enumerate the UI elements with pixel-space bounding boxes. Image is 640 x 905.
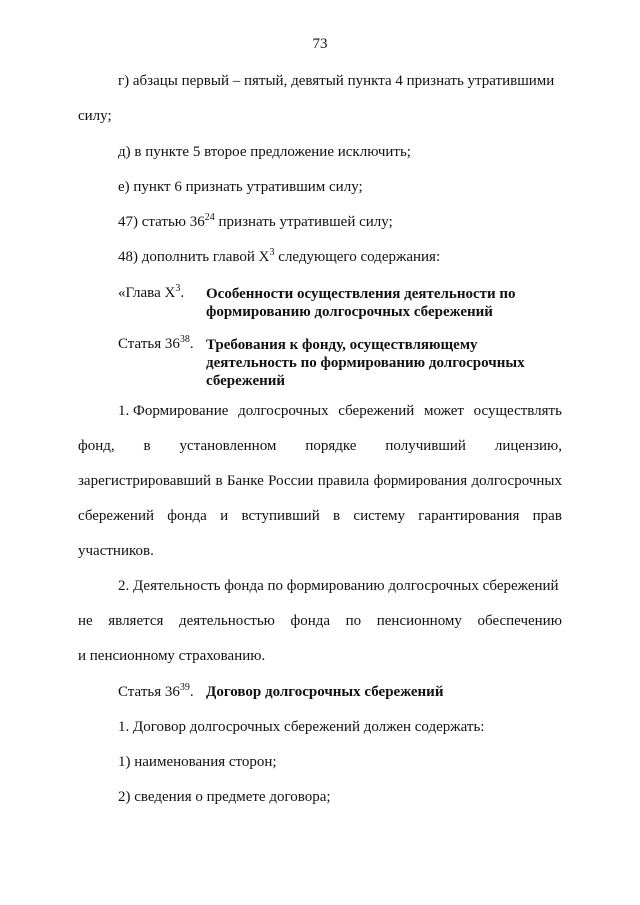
para2-line1: 2. Деятельность фонда по формированию долгосрочных сбережений bbox=[118, 578, 559, 594]
word: порядке bbox=[305, 438, 357, 454]
word: вступивший bbox=[241, 508, 320, 524]
word: правила bbox=[317, 473, 370, 489]
word: по bbox=[345, 613, 362, 629]
word: фонда bbox=[167, 508, 207, 524]
article39-title: Договор долгосрочных сбережений bbox=[206, 684, 444, 700]
article39-heading bbox=[118, 683, 194, 701]
item-e: е) пункт 6 признать утратившим силу; bbox=[118, 179, 363, 195]
chapter-label-a: «Глава X bbox=[118, 285, 176, 301]
para2-line3: и пенсионному страхованию. bbox=[78, 648, 266, 664]
item-d: д) в пункте 5 второе предложение исключить; bbox=[118, 144, 411, 160]
article39-label-a: Статья 36 bbox=[118, 684, 180, 700]
article38-label-sup: 38 bbox=[179, 334, 190, 345]
chapter-label-b: . bbox=[180, 285, 185, 301]
word: сбережений bbox=[338, 403, 415, 419]
article38-label bbox=[118, 336, 194, 353]
article38-label-a: Статья 36 bbox=[118, 336, 180, 352]
word: долгосрочных bbox=[471, 473, 562, 489]
para1-line5: участников. bbox=[78, 543, 154, 559]
word: в bbox=[215, 473, 223, 489]
item-48 bbox=[118, 248, 440, 266]
item-47-sup: 24 bbox=[204, 212, 215, 223]
contract-item2: 2) сведения о предмете договора; bbox=[118, 789, 331, 805]
item-47-text-b: признать утратившей силу; bbox=[214, 214, 393, 230]
word: осуществлять bbox=[473, 403, 562, 419]
word: получивший bbox=[385, 438, 466, 454]
para2-line2 bbox=[78, 612, 562, 630]
word: обеспечению bbox=[477, 613, 562, 629]
article38-title-line2: деятельность по формированию долгосрочных bbox=[206, 355, 525, 371]
word: России bbox=[268, 473, 314, 489]
chapter-label bbox=[118, 285, 184, 302]
word: Банке bbox=[226, 473, 264, 489]
para1-line1 bbox=[118, 402, 562, 420]
item-47-text-a: 47) статью 36 bbox=[118, 214, 205, 230]
word: не bbox=[78, 613, 93, 629]
chapter-title bbox=[206, 285, 546, 321]
para1-line4 bbox=[78, 507, 562, 525]
para1-line2 bbox=[78, 437, 562, 455]
word: в bbox=[333, 508, 341, 524]
word: систему bbox=[353, 508, 405, 524]
word: зарегистрировавший bbox=[78, 473, 212, 489]
word: гарантирования bbox=[418, 508, 520, 524]
page-number: 73 bbox=[312, 36, 328, 52]
article38-title-line1: Требования к фонду, осуществляющему bbox=[206, 337, 478, 353]
contract-intro: 1. Договор долгосрочных сбережений должен содержать: bbox=[118, 719, 485, 735]
word: лицензию, bbox=[494, 438, 562, 454]
word: сбережений bbox=[78, 508, 154, 524]
word: является bbox=[108, 613, 164, 629]
word: деятельностью bbox=[179, 613, 275, 629]
word: и bbox=[220, 508, 229, 524]
article38-title bbox=[206, 336, 546, 390]
word: фонд, bbox=[78, 438, 115, 454]
para1-line3 bbox=[78, 472, 562, 490]
item-48-text-a: 48) дополнить главой X bbox=[118, 249, 270, 265]
word: 1. Формирование bbox=[118, 403, 229, 419]
word: установленном bbox=[179, 438, 277, 454]
item-g-line2: силу; bbox=[78, 108, 112, 124]
item-47 bbox=[118, 213, 393, 231]
word: может bbox=[423, 403, 464, 419]
chapter-title-line2: формированию долгосрочных сбережений bbox=[206, 304, 493, 320]
article39-label-b: . bbox=[189, 684, 194, 700]
word: долгосрочных bbox=[238, 403, 329, 419]
word: прав bbox=[532, 508, 562, 524]
word: пенсионному bbox=[376, 613, 462, 629]
item-g-line1: г) абзацы первый – пятый, девятый пункта 4 признать утратившими bbox=[118, 73, 555, 89]
article39-label-sup: 39 bbox=[179, 682, 190, 693]
chapter-title-line1: Особенности осуществления деятельности по bbox=[206, 286, 516, 302]
article38-label-b: . bbox=[189, 336, 194, 352]
word: формирования bbox=[373, 473, 468, 489]
chapter-label-sup: 3 bbox=[175, 283, 181, 294]
contract-item1: 1) наименования сторон; bbox=[118, 754, 277, 770]
word: в bbox=[143, 438, 151, 454]
article38-title-line3: сбережений bbox=[206, 373, 286, 389]
word: фонда bbox=[290, 613, 331, 629]
item-48-sup: 3 bbox=[269, 247, 275, 258]
item-48-text-b: следующего содержания: bbox=[274, 249, 441, 265]
